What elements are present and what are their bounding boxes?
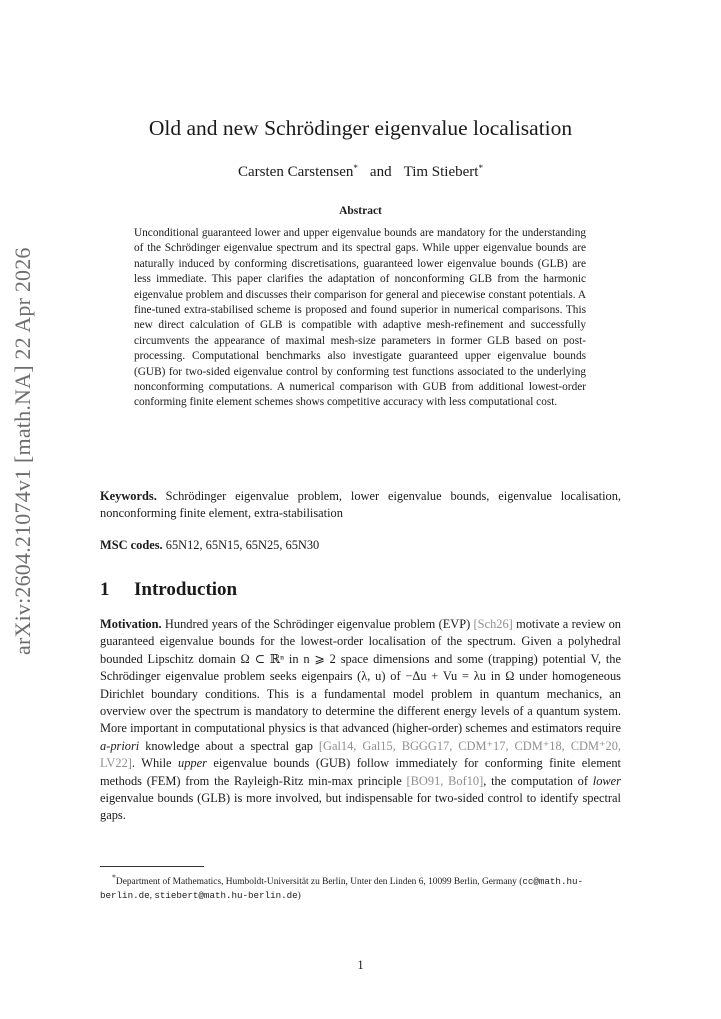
msc-label: MSC codes. [100,538,163,552]
author-line [0,164,721,181]
author-stiebert: Tim Stiebert [403,164,479,180]
intro-text: Hundred years of the Schrödinger eigenvalue problem (EVP) [164,617,474,631]
footnote-close: ) [297,891,301,902]
author-carstensen: Carsten Carstensen [238,164,354,180]
intro-text: eigenvalue bounds (GUB) follow immediately for conforming finite element methods (FEM) from the Rayleigh-Ritz min-max principle [100,756,621,788]
intro-paragraph [100,616,621,825]
intro-text: . While [131,756,179,771]
citation-link[interactable]: [BO91, Bof10] [406,773,484,788]
section-number: 1 [100,579,110,600]
section-heading [100,579,237,601]
paper-title: Old and new Schrödinger eigenvalue localisation [148,116,573,140]
abstract-heading: Abstract [339,205,382,217]
emphasis-text: upper [178,756,207,771]
paragraph-lead: Motivation. [100,617,162,631]
footnote-rule [100,866,204,867]
intro-text: motivate a review on guaranteed eigenvalue bounds for the lowest-order localisation of the spectrum. Given a polyhedral bounded Lipschitz domain Ω ⊂ ℝⁿ in n ⩾ 2 space dimensions and some (trapping) potential V, the Schrödinger eigenvalue problem seeks eigenpairs (λ, u) of −Δu + Vu = λu in Ω under homogeneous Dirichlet boundary conditions. This is a fundamental model problem in quantum mechanics, an overview over the spectrum is mandatory to determine the different energy levels of a quantum system. More important in computational physics is that advanced (higher-order) schemes and estimators require [100,617,621,736]
intro-text: eigenvalue bounds (GLB) is more involved, but indispensable for two-sided control to identify spectral gaps. [100,791,621,823]
intro-text: , the computation of [483,773,593,788]
arxiv-identifier: arXiv:2604.21074v1 [math.NA] 22 Apr 2026 [10,247,35,655]
email-link[interactable]: cc@math.hu-berlin.de [100,876,583,902]
emphasis-text: lower [592,773,621,788]
page-number: 1 [357,958,364,972]
msc-codes: 65N12, 65N15, 65N25, 65N30 [165,538,320,552]
keywords-paragraph [100,488,621,523]
affiliation-footnote [100,871,621,903]
footnote-mark: * [112,873,116,882]
footnote-text: Department of Mathematics, Humboldt-Universität zu Berlin, Unter den Linden 6, 10099 Berlin, Germany ( [115,877,523,888]
email-link[interactable]: stiebert@math.hu-berlin.de [154,890,298,902]
author-conjunction: and [369,164,392,180]
citation-link[interactable]: [Sch26] [473,617,513,631]
intro-text: knowledge about a spectral gap [139,738,319,753]
msc-paragraph [100,537,621,554]
footnote-separator: , [149,891,155,902]
affiliation-mark: * [353,163,358,173]
section-title: Introduction [134,579,238,600]
abstract-body: Unconditional guaranteed lower and upper eigenvalue bounds are mandatory for the understanding of the Schrödinger eigenvalue spectrum and its spectral gaps. While upper eigenvalue bounds are naturally induced by conforming discretisations, guaranteed lower eigenvalue bounds (GLB) are less immediate. This paper clarifies the adaptation of nonconforming GLB from the harmonic eigenvalue problem and discusses their comparison for general and piecewise constant potentials. A fine-tuned extra-stabilised scheme is proposed and found superior in numerical comparisons. This new direct calculation of GLB is compatible with adaptive mesh-refinement and successfully circumvents the appearance of maximal mesh-size parameters in former GLB based on post-processing. Computational benchmarks also investigate guaranteed upper eigenvalue bounds (GUB) for two-sided eigenvalue control by conforming test functions associated to the underlying nonconforming computations. A numerical comparison with GUB from additional lowest-order conforming finite element schemes shows competitive accuracy with less computational cost. [134,227,586,409]
affiliation-mark: * [478,163,483,173]
keywords-text: Schrödinger eigenvalue problem, lower eigenvalue bounds, eigenvalue localisation, nonconforming finite element, extra-stabilisation [100,489,621,521]
citation-link[interactable]: [Gal14, Gal15, BGGG17, CDM⁺17, CDM⁺18, CDM⁺20, LV22] [100,738,621,771]
keywords-label: Keywords. [100,489,157,503]
emphasis-text: a-priori [100,738,140,753]
